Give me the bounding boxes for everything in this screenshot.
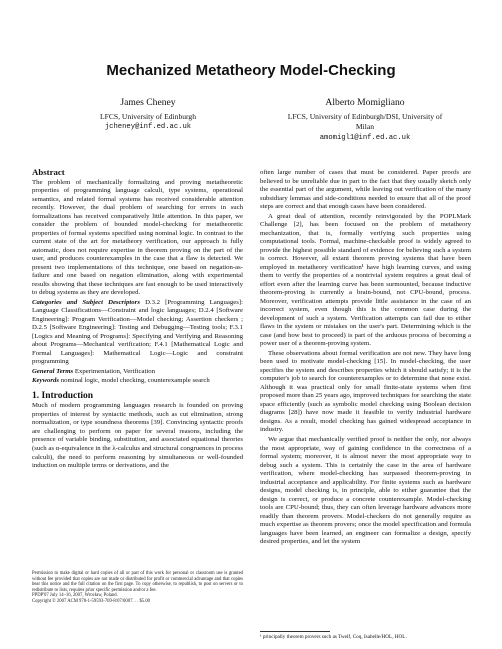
general-terms-text: Experimentation, Verification: [74, 367, 155, 375]
general-terms-label: General Terms: [32, 367, 74, 375]
footnote: ¹ principally theorem provers such as Twelf, Coq, Isabelle/HOL, HOL.: [260, 634, 407, 640]
keywords-text: nominal logic, model checking, counterexample search: [60, 377, 210, 385]
categories-paragraph: [32, 299, 243, 367]
author-email: amomigl1@inf.ed.ac.uk: [319, 133, 411, 142]
general-terms-paragraph: [32, 368, 243, 377]
author-name: Alberto Momigliano: [325, 97, 405, 108]
body-paragraph: often large number of cases that must be considered. Paper proofs are believed to be unreliable due in part to the fact that they usually sketch only the essential part of the argument, while leaving out verification of the many subsidiary lemmas and side-conditions needed to ensure that all of the proof steps are correct and that enough cases have been considered.: [260, 169, 471, 211]
author-block-2: [250, 98, 480, 143]
copyright-line: Copyright © 2007 ACM 978-1-59593-769-8/07/0007. . . $5.00: [32, 598, 151, 604]
body-paragraph: These observations about formal verification are not new. They have long been used to motivate model-checking [15]. In model-checking, the user specifies the system and describes properties which it should satisfy; it is the computer's job to search for counterexamples or to determine that none exist. Although it was practical only for small finite-state systems when first proposed more than 25 years ago, improved techniques for searching the state space efficiently (such as symbolic model checking using Boolean decision diagrams [28]) have now made it feasible to verify industrial hardware designs. As a result, model checking has gained widespread acceptance in industry.: [260, 349, 471, 434]
venue-line: PPDP'07 July 14–16, 2007, Wrocław, Poland.: [32, 593, 118, 599]
categories-label: Categories and Subject Descriptors: [32, 298, 140, 306]
keywords-paragraph: [32, 377, 243, 386]
body-paragraph: A great deal of attention, recently reinvigorated by the POPLMark Challenge [2], has been focused on the problem of metatheory mechanization, that is, formally verifying such properties using computational tools. Formal, machine-checkable proof is widely agreed to provide the highest possible standard of evidence for believing such a system is correct. However, all extant theorem proving systems that have been employed in metatheory verification¹ have high learning curves, and using them to verify the properties of a nontrivial system requires a great deal of effort even after the learning curve has been surmounted, because inductive theorem-proving is currently a brain-bound, not CPU-bound, process. Moreover, verification attempts provide little assistance in the case of an incorrect system, even though this is the common case during the development of such a system. Verification attempts can fail due to either flaws in the system or mistakes on the user's part. Determining which is the case (and how best to proceed) is part of the arduous process of becoming a power user of a theorem-proving system.: [260, 212, 471, 348]
paper-title: Mechanized Metatheory Model-Checking: [106, 62, 396, 79]
author-name: James Cheney: [120, 97, 176, 108]
footnote-rule: [260, 631, 330, 632]
author-block-1: [33, 98, 263, 133]
permission-notice: [32, 571, 243, 605]
author-email: jcheney@inf.ed.ac.uk: [104, 123, 192, 131]
left-column: [32, 168, 243, 472]
abstract-text: The problem of mechanically formalizing and proving metatheoretic properties of programming language calculi, type systems, operational semantics, and related formal systems has received considerable attention recently. However, the dual problem of searching for errors in such formalizations has received comparatively little attention. In this paper, we consider the problem of bounded model-checking for metatheoretic properties of formal systems specified using nominal logic. In contrast to the current state of the art for metatheory verification, our approach is fully automatic, does not require expertise in theorem proving on the part of the user, and produces counterexamples in the case that a flaw is detected. We present two implementations of this technique, one based on negation-as-failure and one based on negation elimination, along with experimental results showing that these techniques are fast enough to be used interactively to debug systems as they are developed.: [32, 178, 243, 297]
author-affiliation-continued: Milan: [355, 122, 375, 131]
body-paragraph: We argue that mechanically verified proof is neither the only, nor always the most appropriate, way of gaining confidence in the correctness of a formal system; moreover, it is almost never the most appropriate way to debug such a system. This is certainly the case in the area of hardware verification, where model-checking has surpassed theorem-proving in industrial acceptance and applicability. For finite systems such as hardware designs, model checking is, in principle, able to either guarantee that the design is correct, or produce a concrete counterexample. Model-checking tools are CPU-bound; thus, they can often leverage hardware advances more readily than theorem provers. Model-checkers do not generally require as much expertise as theorem provers; once the model specification and formula languages have been learned, an engineer can formalize a design, specify desired properties, and let the system: [260, 435, 471, 546]
right-column: [260, 169, 471, 548]
author-affiliation: LFCS, University of Edinburgh/DSI, University of: [287, 111, 443, 121]
abstract-heading: Abstract: [32, 167, 65, 177]
categories-text: D.3.2 [Programming Languages]: Language Classifications—Constraint and logic languages; D.2.4 [Software Engineering]: Program Verification—Model checking; Assertion checkers ; D.2.5 [Software Engineering]: Testing and Debugging—Testing tools; F.3.1 [Logics and Meaning of Programs]: Specifying and Verifying and Reasoning about Programs—Mechanical verification; F.4.1 [Mathematical Logic and Formal Languages]: Mathematical Logic—Logic and constraint programming: [32, 298, 244, 366]
author-affiliation: LFCS, University of Edinburgh: [99, 111, 197, 121]
keywords-label: Keywords: [32, 377, 59, 385]
permission-text: Permission to make digital or hard copies of all or part of this work for personal or classroom use is granted without fee provided that copies are not made or distributed for profit or commercial advantage and that copies bear this notice and the full citation on the first page. To copy otherwise, to republish, to post on servers or to redistribute to lists, requires prior specific permission and/or a fee.: [32, 571, 243, 593]
introduction-paragraph: Much of modern programming languages research is founded on proving properties of interest by syntactic methods, such as cut elimination, strong normalization, or type soundness theorems [39]. Convincing syntactic proofs are challenging to perform on paper for several reasons, including the presence of variable binding, substitution, and associated equational theories (such as α-equivalence in the λ-calculus and structural congruences in process calculi), the need to perform reasoning by simultaneous or well-founded induction on multiple terms or derivations, and the: [32, 402, 243, 470]
introduction-heading: 1. Introduction: [32, 390, 94, 401]
